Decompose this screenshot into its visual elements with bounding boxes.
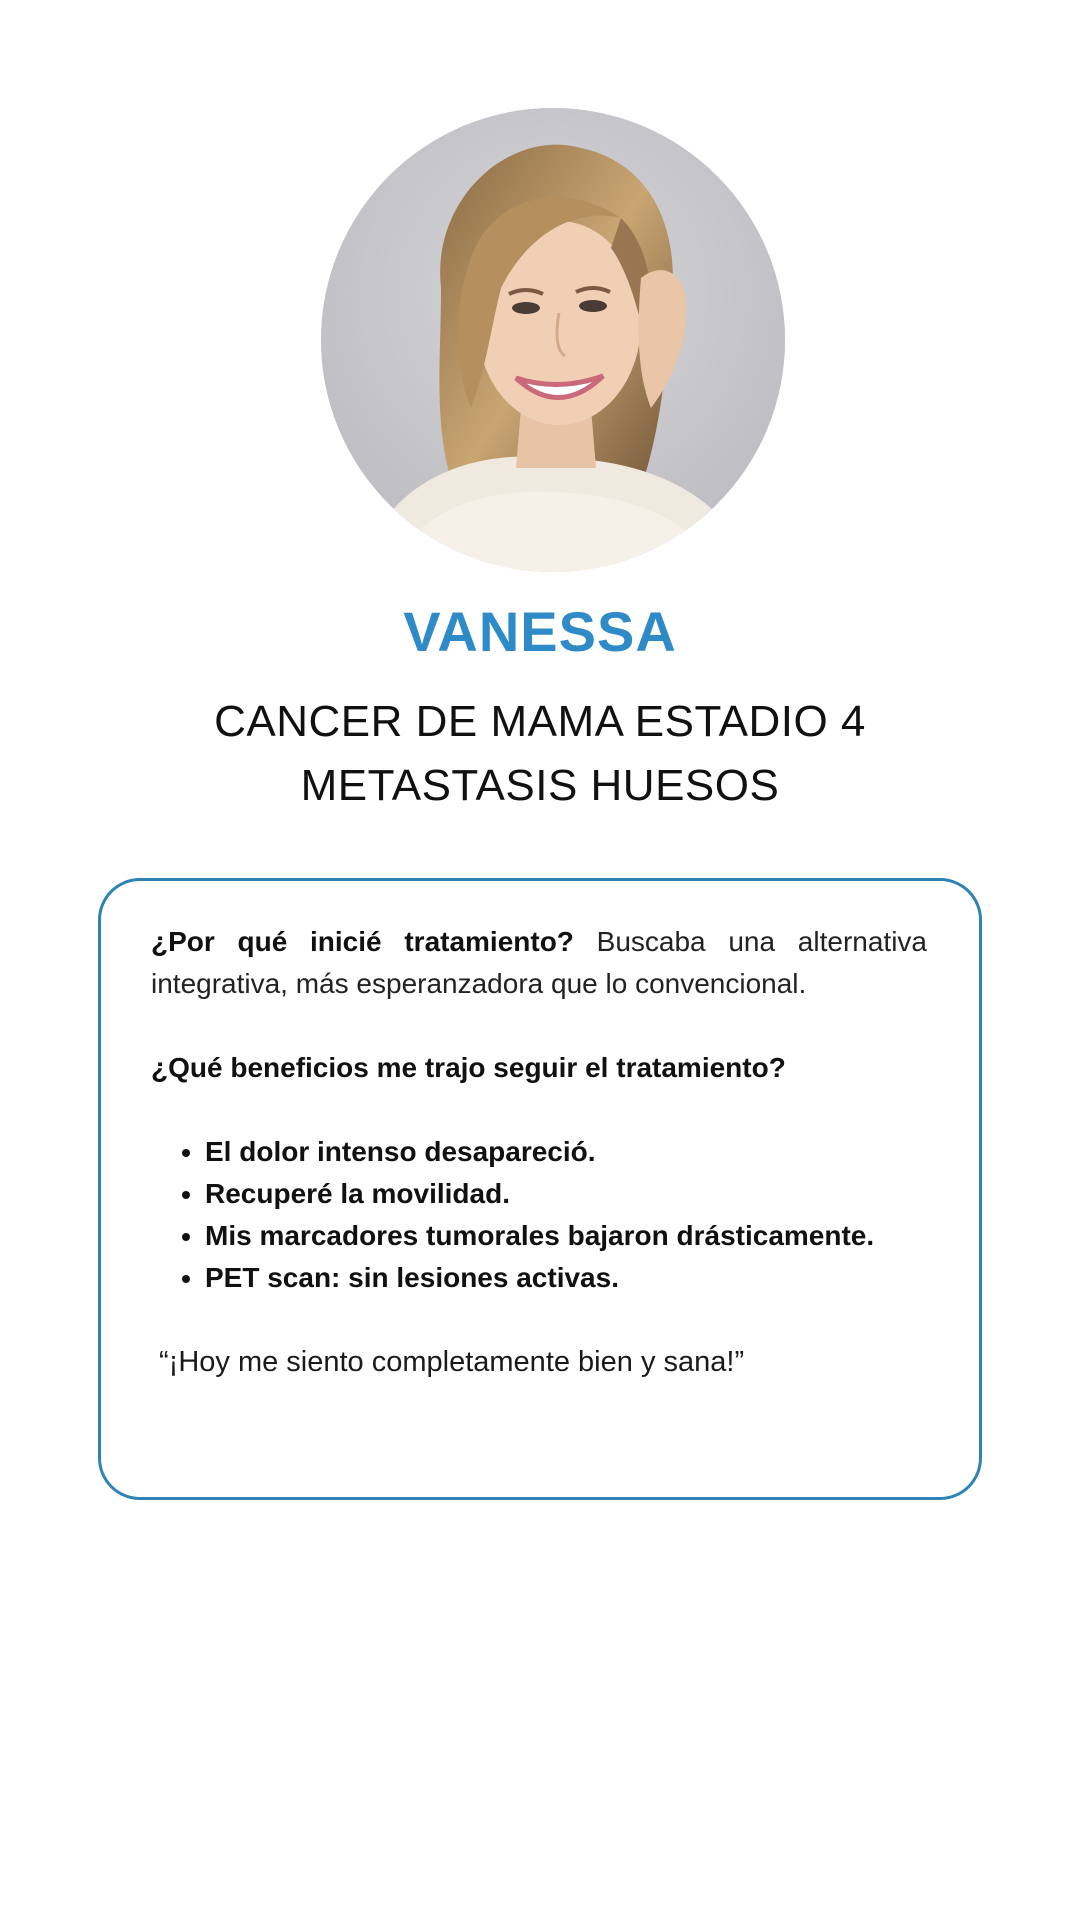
answer-why-treatment: Buscaba una alternativa integrativa, más esperanzadora que lo convencional. (151, 926, 927, 999)
diagnosis-line-2: METASTASIS HUESOS (300, 761, 780, 810)
testimonial-card (98, 878, 982, 1500)
question-why-treatment: ¿Por qué inicié tratamiento? (151, 926, 574, 957)
list-item: • El dolor intenso desapareció. (205, 1131, 927, 1173)
list-item: • Recuperé la movilidad. (205, 1173, 927, 1215)
person-name: VANESSA (403, 600, 677, 663)
diagnosis-line-1: CANCER DE MAMA ESTADIO 4 (214, 697, 866, 746)
list-item: • Mis marcadores tumorales bajaron drásticamente. (205, 1215, 927, 1257)
avatar (321, 108, 785, 572)
diagnosis-title (0, 690, 1080, 818)
question-benefits: ¿Qué beneficios me trajo seguir el tratamiento? (151, 1052, 786, 1083)
testimonial-quote: “¡Hoy me siento completamente bien y sana!” (159, 1346, 745, 1378)
list-item: • PET scan: sin lesiones activas. (205, 1257, 927, 1299)
treatment-reason-paragraph (151, 921, 927, 1005)
portrait-photo (321, 108, 785, 572)
benefits-list (151, 1131, 927, 1299)
